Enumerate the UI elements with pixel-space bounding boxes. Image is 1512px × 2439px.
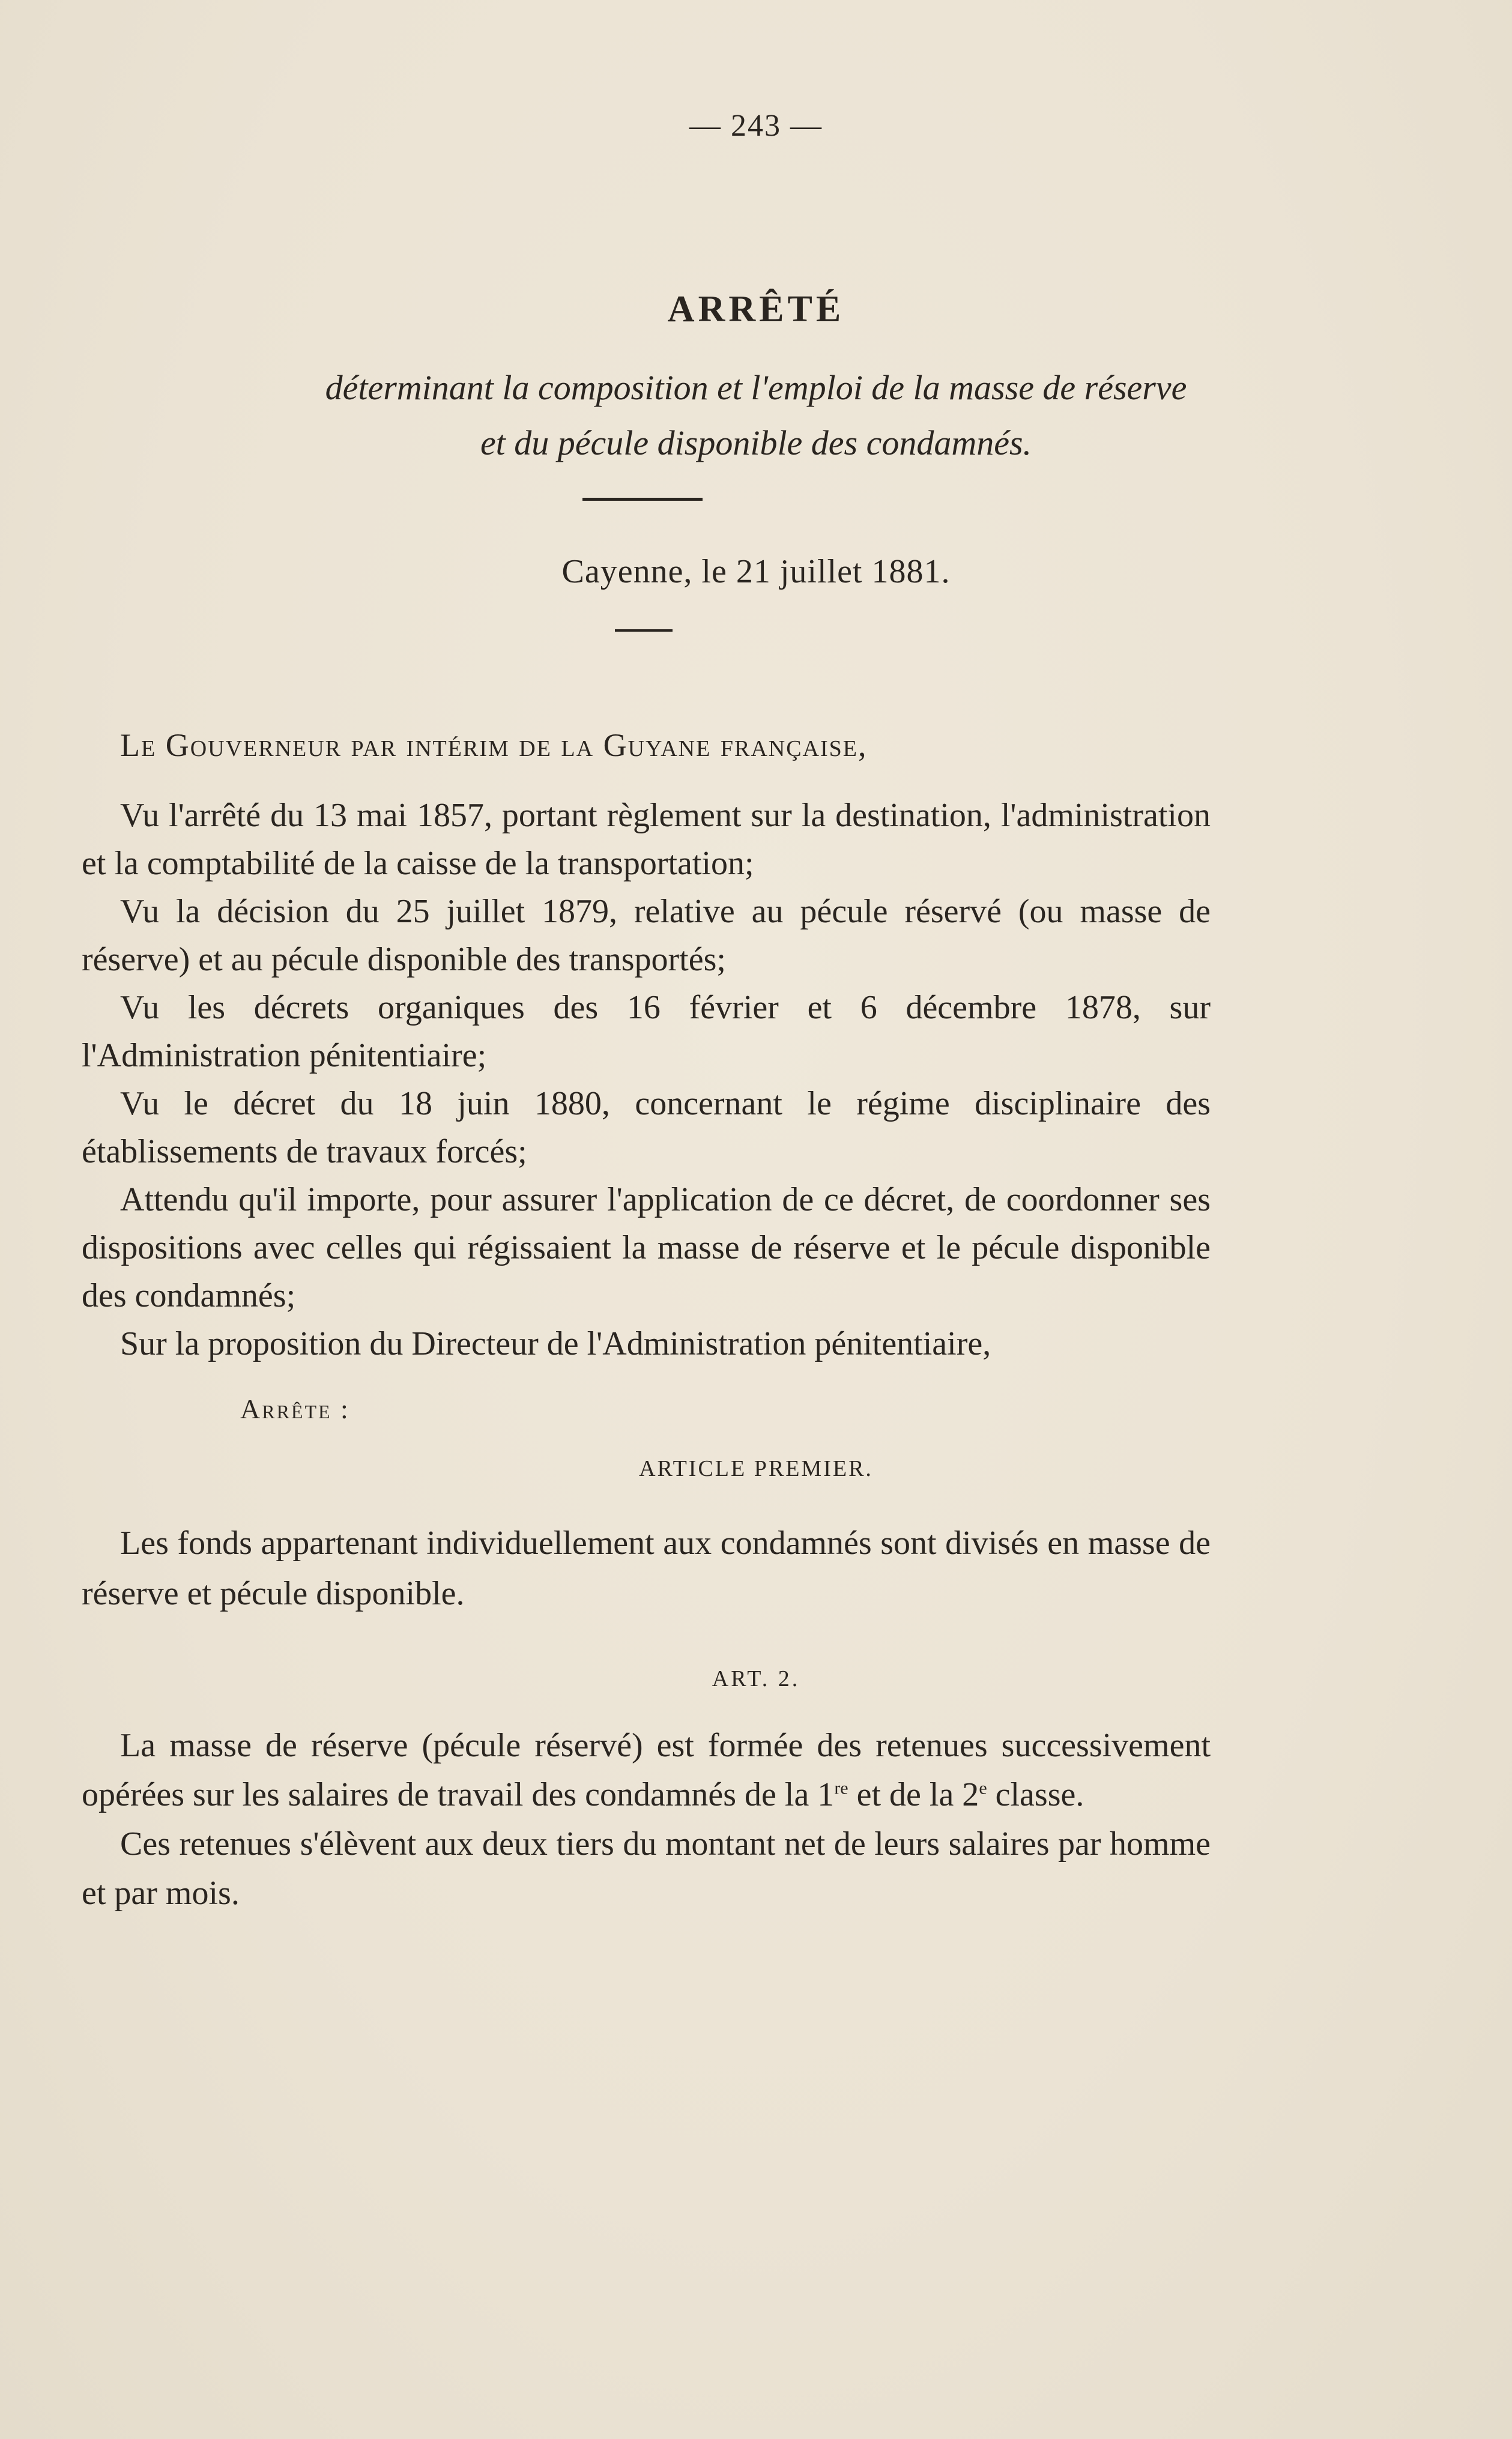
subtitle-line-1: déterminant la composition et l'emploi de la masse de réserve [325,368,1187,407]
article-2-text-part: La masse de réserve (pécule réservé) est formée des retenues successivement opérées sur les salaires de travail des condamnés de la 1 [82,1727,1211,1813]
considerant-paragraph: Vu l'arrêté du 13 mai 1857, portant règlement sur la destination, l'administration et la comptabilité de la caisse de la transportation; [82,797,1211,882]
article-1-heading: ARTICLE PREMIER. [639,1456,873,1481]
considerant-paragraph: Vu la décision du 25 juillet 1879, relative au pécule réservé (ou masse de réserve) et au pécule disponible des transportés; [82,893,1211,978]
page-number: — 243 — [689,109,823,143]
considerant-paragraph: Vu les décrets organiques des 16 février et 6 décembre 1878, sur l'Administration pénitentiaire; [82,989,1211,1074]
separator-rule [582,498,703,501]
article-1-body [82,1518,1211,1619]
separator-rule-short [615,629,673,632]
article-2-heading: ART. 2. [712,1666,800,1691]
considerant-paragraph: Vu le décret du 18 juin 1880, concernant le régime disciplinaire des établissements de travaux forcés; [82,1085,1211,1170]
document-subtitle [0,360,1512,471]
article-2-body [82,1721,1211,1918]
place-and-date: Cayenne, le 21 juillet 1881. [561,553,951,590]
document-title: ARRÊTÉ [667,289,845,330]
considerant-paragraph: Attendu qu'il importe, pour assurer l'application de ce décret, de coordonner ses dispositions avec celles qui régissaient la masse de réserve et le pécule disponible des condamnés; [82,1181,1211,1314]
article-2-paragraph-1 [82,1721,1211,1819]
ordinal-superscript: e [979,1778,987,1798]
preamble-considerants [82,791,1211,1368]
article-2-text-part: et de la 2 [848,1776,979,1813]
article-2-paragraph-2: Ces retenues s'élèvent aux deux tiers du montant net de leurs salaires par homme et par mois. [82,1825,1211,1912]
issuing-authority: Le Gouverneur par intérim de la Guyane française, [120,727,868,763]
subtitle-line-2: et du pécule disponible des condamnés. [480,423,1032,462]
article-2-text-part: classe. [987,1776,1084,1813]
ordinal-superscript: re [834,1778,848,1798]
decision-formula: Arrête : [240,1394,350,1424]
considerant-paragraph: Sur la proposition du Directeur de l'Administration pénitentiaire, [120,1325,991,1362]
article-1-paragraph: Les fonds appartenant individuellement aux condamnés sont divisés en masse de réserve et pécule disponible. [82,1525,1211,1612]
